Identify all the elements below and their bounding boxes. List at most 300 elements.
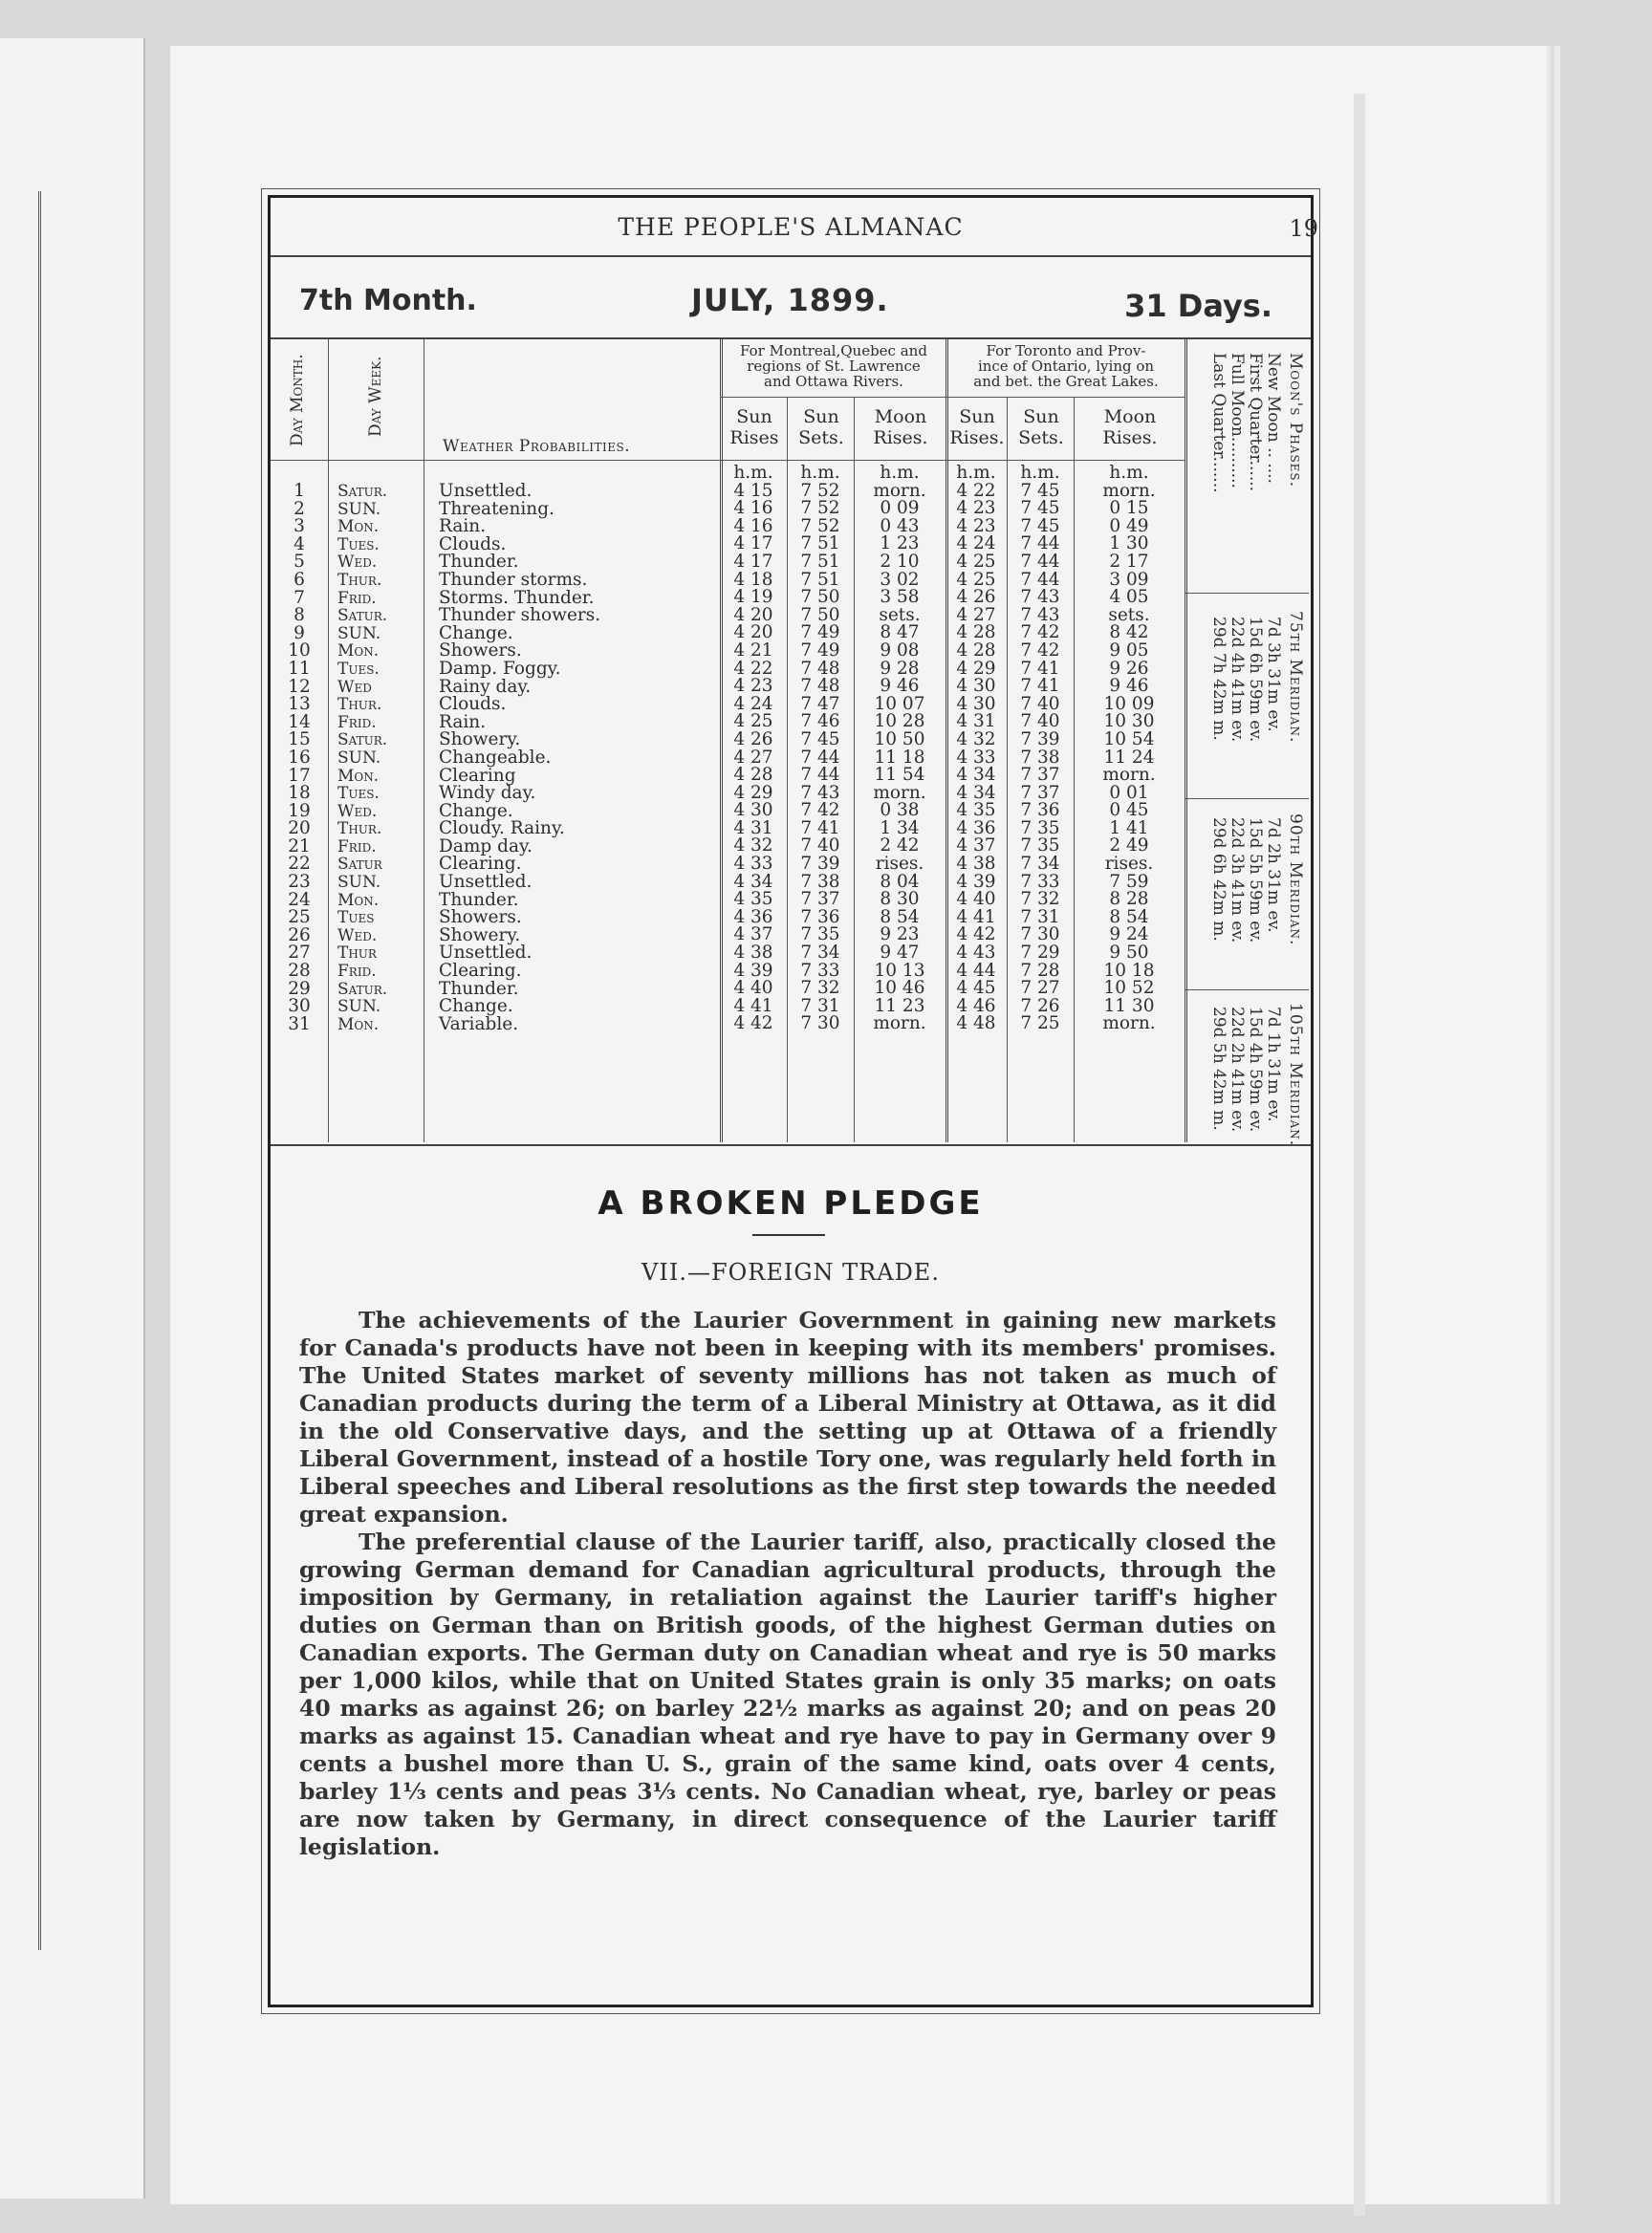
time-cell: 10 13 bbox=[874, 960, 925, 981]
title-rule bbox=[752, 1234, 825, 1236]
weekday-cell: Satur. bbox=[337, 606, 388, 626]
toronto-moon-rises-column bbox=[1074, 465, 1185, 1033]
weather-cell: Change. bbox=[439, 996, 513, 1017]
time-cell: 10 09 bbox=[1103, 693, 1155, 714]
weather-cell: Clearing bbox=[439, 765, 516, 786]
time-cell: 7 44 bbox=[1020, 533, 1060, 554]
meridian-90-title: 90th Meridian. bbox=[1286, 813, 1305, 946]
weekday-cell: SUN. bbox=[337, 873, 381, 893]
time-cell: 7 41 bbox=[800, 817, 840, 838]
weekday-cell: Satur. bbox=[337, 482, 388, 501]
day-cell: 30 bbox=[288, 996, 311, 1017]
meridian-75-times: 7d 3h 31m ev. 15d 6h 59m ev. 22d 4h 41m ev. 29d 7h 42m m. bbox=[1209, 617, 1283, 743]
time-cell: 4 48 bbox=[956, 1013, 996, 1034]
time-cell: 4 41 bbox=[733, 995, 773, 1016]
time-cell: 7 48 bbox=[800, 676, 840, 697]
facing-page-edge bbox=[0, 38, 145, 2199]
time-cell: 4 20 bbox=[733, 622, 773, 643]
page-frame bbox=[268, 195, 1318, 2007]
weekday-cell: Tues. bbox=[337, 659, 380, 679]
time-cell: 7 32 bbox=[800, 978, 840, 999]
time-cell: 4 36 bbox=[956, 817, 996, 838]
time-cell: 7 30 bbox=[800, 1013, 840, 1034]
weekday-cell: Satur bbox=[337, 855, 382, 875]
time-cell: 4 29 bbox=[733, 782, 773, 803]
time-cell: 7 35 bbox=[1020, 817, 1060, 838]
time-cell: 1 23 bbox=[880, 533, 920, 554]
section-title: VII.—FOREIGN TRADE. bbox=[641, 1259, 940, 1286]
days-count: 31 Days. bbox=[1124, 288, 1272, 324]
running-title: THE PEOPLE'S ALMANAC bbox=[618, 213, 964, 241]
weather-cell: Unsettled. bbox=[439, 481, 533, 501]
time-cell: 4 16 bbox=[733, 515, 773, 536]
time-cell: 7 33 bbox=[800, 960, 840, 981]
time-cell: morn. bbox=[1102, 765, 1156, 786]
article bbox=[271, 1144, 1311, 1860]
time-cell: h.m. bbox=[733, 463, 773, 483]
day-cell: 24 bbox=[288, 889, 311, 910]
month-bar bbox=[271, 257, 1311, 339]
weather-cell: Clouds. bbox=[439, 533, 507, 554]
time-cell: 4 39 bbox=[733, 960, 773, 981]
weekday-cell: Satur. bbox=[337, 730, 388, 750]
page-number: 19 bbox=[1289, 215, 1318, 242]
weather-cell: Rain. bbox=[439, 711, 487, 732]
day-month-header: Day Month. bbox=[288, 354, 307, 446]
time-cell: 10 28 bbox=[874, 711, 925, 732]
time-cell: 7 51 bbox=[800, 569, 840, 590]
weather-cell: Clouds. bbox=[439, 694, 507, 715]
time-cell: 7 31 bbox=[1020, 906, 1060, 927]
time-cell: 4 39 bbox=[956, 871, 996, 892]
time-cell: 7 52 bbox=[800, 498, 840, 519]
time-cell: 9 28 bbox=[880, 658, 920, 679]
time-cell: h.m. bbox=[956, 463, 996, 483]
weekday-cell: Wed. bbox=[337, 553, 378, 573]
day-cell: 27 bbox=[288, 943, 311, 964]
day-cell: 1 bbox=[293, 481, 305, 501]
time-cell: 4 28 bbox=[733, 765, 773, 786]
moon-phase-names: New Moon .. .... First Quarter...... Full Moon.......... Last Quarter....... bbox=[1209, 353, 1283, 493]
time-cell: 7 30 bbox=[1020, 924, 1060, 945]
time-cell: 7 52 bbox=[800, 515, 840, 536]
weekday-cell: Wed. bbox=[337, 925, 378, 945]
weekday-cell: Mon. bbox=[337, 1014, 380, 1034]
time-cell: 4 40 bbox=[733, 978, 773, 999]
weekday-cell: Thur. bbox=[337, 819, 382, 839]
weekday-cell: Frid. bbox=[337, 588, 377, 608]
weekday-cell: Thur bbox=[337, 943, 377, 964]
time-cell: 7 49 bbox=[800, 640, 840, 661]
day-of-month-column bbox=[271, 483, 328, 1033]
time-cell: 4 38 bbox=[956, 854, 996, 875]
weather-cell: Showery. bbox=[439, 729, 521, 750]
weather-cell: Variable. bbox=[439, 1013, 519, 1034]
time-cell: 7 38 bbox=[800, 871, 840, 892]
time-cell: 8 28 bbox=[1109, 889, 1149, 910]
time-cell: 7 26 bbox=[1020, 995, 1060, 1016]
time-cell: 7 59 bbox=[1109, 871, 1149, 892]
weekday-cell: SUN. bbox=[337, 748, 381, 768]
time-cell: h.m. bbox=[800, 463, 840, 483]
weekday-cell: Tues bbox=[337, 908, 375, 928]
montreal-sun-rises-header: Sun Rises bbox=[729, 406, 779, 448]
time-cell: 7 46 bbox=[800, 711, 840, 732]
time-cell: 7 43 bbox=[800, 782, 840, 803]
time-cell: 7 37 bbox=[1020, 765, 1060, 786]
time-cell: 3 02 bbox=[880, 569, 920, 590]
weather-column bbox=[439, 483, 600, 1033]
time-cell: 11 30 bbox=[1103, 995, 1155, 1016]
weekday-cell: Frid. bbox=[337, 712, 377, 732]
time-cell: 9 08 bbox=[880, 640, 920, 661]
time-cell: 7 35 bbox=[1020, 835, 1060, 856]
time-cell: 10 50 bbox=[874, 728, 925, 749]
time-cell: 9 05 bbox=[1109, 640, 1149, 661]
time-cell: 7 40 bbox=[1020, 693, 1060, 714]
time-cell: 8 42 bbox=[1109, 622, 1149, 643]
time-cell: 4 31 bbox=[956, 711, 996, 732]
time-cell: 0 01 bbox=[1109, 782, 1149, 803]
time-cell: 7 29 bbox=[1020, 943, 1060, 964]
day-cell: 21 bbox=[288, 835, 311, 856]
time-cell: morn. bbox=[873, 1013, 926, 1034]
time-cell: 4 22 bbox=[733, 658, 773, 679]
day-cell: 8 bbox=[293, 605, 305, 626]
time-cell: 7 47 bbox=[800, 693, 840, 714]
weekday-cell: Tues. bbox=[337, 534, 380, 554]
weekday-cell: SUN. bbox=[337, 499, 381, 519]
month-title: JULY, 1899. bbox=[691, 282, 889, 318]
time-cell: 7 43 bbox=[1020, 604, 1060, 625]
calendar-table bbox=[271, 339, 1311, 1147]
time-cell: 7 43 bbox=[1020, 587, 1060, 608]
weather-cell: Windy day. bbox=[439, 783, 536, 804]
meridian-75-title: 75th Meridian. bbox=[1286, 611, 1305, 744]
weather-cell: Threatening. bbox=[439, 498, 554, 519]
time-cell: 7 44 bbox=[800, 747, 840, 768]
weather-cell: Cloudy. Rainy. bbox=[439, 818, 565, 839]
day-cell: 3 bbox=[293, 516, 305, 537]
time-cell: morn. bbox=[1102, 480, 1156, 501]
day-cell: 4 bbox=[293, 533, 305, 554]
time-cell: 10 18 bbox=[1103, 960, 1155, 981]
time-cell: 0 09 bbox=[880, 498, 920, 519]
weather-cell: Showery. bbox=[439, 924, 521, 945]
time-cell: 4 42 bbox=[956, 924, 996, 945]
time-cell: h.m. bbox=[1020, 463, 1060, 483]
time-cell: 4 17 bbox=[733, 551, 773, 572]
time-cell: 10 52 bbox=[1103, 978, 1155, 999]
day-cell: 14 bbox=[288, 711, 311, 732]
time-cell: 3 58 bbox=[880, 587, 920, 608]
time-cell: 11 54 bbox=[874, 765, 925, 786]
weather-cell: Change. bbox=[439, 800, 513, 821]
time-cell: 7 32 bbox=[1020, 889, 1060, 910]
day-cell: 18 bbox=[288, 783, 311, 804]
moon-phases-title: Moon's Phases. bbox=[1286, 353, 1305, 488]
time-cell: 7 37 bbox=[1020, 782, 1060, 803]
time-cell: 4 27 bbox=[733, 747, 773, 768]
time-cell: 7 45 bbox=[1020, 515, 1060, 536]
weekday-cell: Tues. bbox=[337, 784, 380, 804]
time-cell: 8 54 bbox=[1109, 906, 1149, 927]
time-cell: 4 26 bbox=[733, 728, 773, 749]
time-cell: sets. bbox=[1108, 604, 1150, 625]
day-cell: 19 bbox=[288, 800, 311, 821]
weather-cell: Thunder showers. bbox=[439, 605, 601, 626]
time-cell: 4 23 bbox=[733, 676, 773, 697]
time-cell: 8 30 bbox=[880, 889, 920, 910]
time-cell: 7 34 bbox=[1020, 854, 1060, 875]
time-cell: 7 45 bbox=[1020, 498, 1060, 519]
meridian-90-times: 7d 2h 31m ev. 15d 5h 59m ev. 22d 3h 41m ev. 29d 6h 42m m. bbox=[1209, 817, 1283, 943]
day-cell: 5 bbox=[293, 552, 305, 573]
time-cell: 0 15 bbox=[1109, 498, 1149, 519]
time-cell: 7 42 bbox=[800, 800, 840, 821]
moon-phases-panel bbox=[1188, 339, 1309, 1147]
time-cell: 0 45 bbox=[1109, 800, 1149, 821]
time-cell: 7 44 bbox=[1020, 569, 1060, 590]
day-cell: 2 bbox=[293, 498, 305, 519]
day-cell: 11 bbox=[288, 658, 311, 679]
weather-header: Weather Probabilities. bbox=[443, 437, 631, 456]
time-cell: 4 41 bbox=[956, 906, 996, 927]
day-cell: 7 bbox=[293, 587, 305, 608]
montreal-group-header: For Montreal,Quebec and regions of St. Lawrence and Ottawa Rivers. bbox=[740, 342, 927, 390]
day-cell: 15 bbox=[288, 729, 311, 750]
day-cell: 28 bbox=[288, 961, 311, 982]
time-cell: 1 30 bbox=[1109, 533, 1149, 554]
time-cell: 4 22 bbox=[956, 480, 996, 501]
weather-cell: Storms. Thunder. bbox=[439, 587, 595, 608]
time-cell: h.m. bbox=[1109, 463, 1149, 483]
time-cell: 7 52 bbox=[800, 480, 840, 501]
time-cell: morn. bbox=[873, 480, 926, 501]
time-cell: 4 28 bbox=[956, 640, 996, 661]
weekday-cell: Thur. bbox=[337, 570, 382, 590]
time-cell: 10 54 bbox=[1103, 728, 1155, 749]
time-cell: 7 31 bbox=[800, 995, 840, 1016]
time-cell: 7 38 bbox=[1020, 747, 1060, 768]
month-ordinal: 7th Month. bbox=[299, 284, 477, 317]
time-cell: 7 50 bbox=[800, 604, 840, 625]
time-cell: 4 31 bbox=[733, 817, 773, 838]
time-cell: 7 41 bbox=[1020, 676, 1060, 697]
toronto-sun-sets-column bbox=[1007, 465, 1074, 1033]
time-cell: 4 15 bbox=[733, 480, 773, 501]
time-cell: 7 28 bbox=[1020, 960, 1060, 981]
article-title: A BROKEN PLEDGE bbox=[598, 1184, 984, 1223]
paragraph: The achievements of the Laurier Government in gaining new markets for Canada's products have not been in keeping with its members' promises. The United States market of seventy millions has not taken as much of Canadian products during the term of a Liberal Ministry at Ottawa, as it did in the old Conservative days, and the setting up at Ottawa of a friendly Liberal Government, instead of a hostile Tory one, was regularly held forth in Liberal speeches and Liberal resolutions as the first step towards the needed great expansion. bbox=[299, 1307, 1276, 1528]
weekday-cell: Mon. bbox=[337, 641, 380, 661]
time-cell: 1 41 bbox=[1109, 817, 1149, 838]
weather-cell: Changeable. bbox=[439, 747, 552, 768]
running-header bbox=[271, 198, 1318, 257]
montreal-sun-rises-column bbox=[720, 465, 787, 1033]
day-cell: 29 bbox=[288, 978, 311, 999]
time-cell: 4 42 bbox=[733, 1013, 773, 1034]
time-cell: 11 23 bbox=[874, 995, 925, 1016]
time-cell: 4 34 bbox=[956, 765, 996, 786]
weather-cell: Thunder. bbox=[439, 889, 519, 910]
time-cell: 4 30 bbox=[956, 676, 996, 697]
day-cell: 12 bbox=[288, 676, 311, 697]
day-of-week-column bbox=[337, 483, 387, 1033]
time-cell: 8 47 bbox=[880, 622, 920, 643]
time-cell: 4 40 bbox=[956, 889, 996, 910]
time-cell: 4 30 bbox=[733, 800, 773, 821]
time-cell: 7 35 bbox=[800, 924, 840, 945]
weekday-cell: SUN. bbox=[337, 997, 381, 1017]
weather-cell: Rain. bbox=[439, 516, 487, 537]
time-cell: 0 49 bbox=[1109, 515, 1149, 536]
time-cell: 4 33 bbox=[956, 747, 996, 768]
meridian-105-title: 105th Meridian. bbox=[1286, 1003, 1305, 1147]
montreal-moon-rises-column bbox=[854, 465, 946, 1033]
paragraph: The preferential clause of the Laurier tariff, also, practically closed the growing German demand for Canadian agricultural products, through the imposition by Germany, in retaliation against the Laurier tariff's higher duties on German than on British goods, of the highest German duties on Canadian exports. The German duty on Canadian wheat and rye is 50 marks per 1,000 kilos, while that on United States grain is only 35 marks; on oats 40 marks as against 26; on barley 22½ marks as against 20; and on peas 20 marks as against 15. Canadian wheat and rye have to pay in Germany over 9 cents a bushel more than U. S., grain of the same kind, oats over 4 cents, barley 1⅓ cents and peas 3⅓ cents. No Canadian wheat, rye, barley or peas are now taken by Germany, in direct consequence of the Laurier tariff legislation. bbox=[299, 1528, 1276, 1860]
day-cell: 22 bbox=[288, 854, 311, 875]
time-cell: 7 50 bbox=[800, 587, 840, 608]
weekday-cell: Mon. bbox=[337, 517, 380, 537]
meridian-105-times: 7d 1h 31m ev. 15d 4h 59m ev. 22d 2h 41m ev. 29d 5h 42m m. bbox=[1209, 1007, 1283, 1133]
time-cell: 4 45 bbox=[956, 978, 996, 999]
time-cell: 2 10 bbox=[880, 551, 920, 572]
time-cell: 4 05 bbox=[1109, 587, 1149, 608]
montreal-moon-rises-header: Moon Rises. bbox=[873, 406, 928, 448]
weekday-cell: Mon. bbox=[337, 890, 380, 910]
time-cell: 11 24 bbox=[1103, 747, 1155, 768]
time-cell: 7 45 bbox=[800, 728, 840, 749]
time-cell: 4 44 bbox=[956, 960, 996, 981]
time-cell: 4 34 bbox=[733, 871, 773, 892]
time-cell: 7 39 bbox=[800, 854, 840, 875]
time-cell: 4 24 bbox=[956, 533, 996, 554]
time-cell: 7 34 bbox=[800, 943, 840, 964]
time-cell: 7 44 bbox=[1020, 551, 1060, 572]
time-cell: 9 46 bbox=[1109, 676, 1149, 697]
page-edge bbox=[1354, 94, 1365, 2216]
time-cell: 4 32 bbox=[733, 835, 773, 856]
time-cell: 7 49 bbox=[800, 622, 840, 643]
weekday-cell: Wed. bbox=[337, 801, 378, 821]
time-cell: rises. bbox=[1104, 854, 1154, 875]
time-cell: 4 16 bbox=[733, 498, 773, 519]
weather-cell: Thunder. bbox=[439, 978, 519, 999]
time-cell: 9 47 bbox=[880, 943, 920, 964]
time-cell: 7 39 bbox=[1020, 728, 1060, 749]
time-cell: 7 44 bbox=[800, 765, 840, 786]
toronto-moon-rises-header: Moon Rises. bbox=[1102, 406, 1158, 448]
time-cell: 7 41 bbox=[1020, 658, 1060, 679]
time-cell: 4 46 bbox=[956, 995, 996, 1016]
time-cell: 10 07 bbox=[874, 693, 925, 714]
day-cell: 16 bbox=[288, 747, 311, 768]
time-cell: 10 30 bbox=[1103, 711, 1155, 732]
day-cell: 10 bbox=[288, 640, 311, 661]
time-cell: 4 17 bbox=[733, 533, 773, 554]
time-cell: 4 26 bbox=[956, 587, 996, 608]
time-cell: 7 40 bbox=[800, 835, 840, 856]
time-cell: 2 42 bbox=[880, 835, 920, 856]
time-cell: 4 28 bbox=[956, 622, 996, 643]
time-cell: 4 30 bbox=[956, 693, 996, 714]
weather-cell: Thunder. bbox=[439, 552, 519, 573]
weather-cell: Damp day. bbox=[439, 835, 533, 856]
time-cell: 9 24 bbox=[1109, 924, 1149, 945]
time-cell: 7 42 bbox=[1020, 622, 1060, 643]
montreal-sun-sets-header: Sun Sets. bbox=[798, 406, 844, 448]
day-week-header: Day Week. bbox=[366, 356, 385, 437]
time-cell: 9 23 bbox=[880, 924, 920, 945]
time-cell: 9 26 bbox=[1109, 658, 1149, 679]
time-cell: 10 46 bbox=[874, 978, 925, 999]
weather-cell: Clearing. bbox=[439, 961, 522, 982]
time-cell: 4 25 bbox=[733, 711, 773, 732]
weekday-cell: SUN. bbox=[337, 623, 381, 643]
weather-cell: Unsettled. bbox=[439, 872, 533, 893]
weather-cell: Unsettled. bbox=[439, 943, 533, 964]
weather-cell: Showers. bbox=[439, 907, 522, 928]
day-cell: 9 bbox=[293, 622, 305, 643]
day-cell: 6 bbox=[293, 569, 305, 590]
time-cell: morn. bbox=[1102, 1013, 1156, 1034]
time-cell: 8 54 bbox=[880, 906, 920, 927]
almanac-page bbox=[170, 46, 1547, 2204]
time-cell: 2 17 bbox=[1109, 551, 1149, 572]
weather-cell: Showers. bbox=[439, 640, 522, 661]
time-cell: 4 34 bbox=[956, 782, 996, 803]
weather-cell: Change. bbox=[439, 622, 513, 643]
toronto-group-header: For Toronto and Prov- ince of Ontario, lying on and bet. the Great Lakes. bbox=[973, 342, 1159, 390]
time-cell: 8 04 bbox=[880, 871, 920, 892]
toronto-sun-rises-column bbox=[946, 465, 1007, 1033]
time-cell: 7 37 bbox=[800, 889, 840, 910]
time-cell: 7 27 bbox=[1020, 978, 1060, 999]
time-cell: 4 23 bbox=[956, 498, 996, 519]
time-cell: 7 36 bbox=[1020, 800, 1060, 821]
time-cell: 4 37 bbox=[733, 924, 773, 945]
day-cell: 13 bbox=[288, 694, 311, 715]
time-cell: 4 21 bbox=[733, 640, 773, 661]
time-cell: 7 51 bbox=[800, 533, 840, 554]
time-cell: 4 36 bbox=[733, 906, 773, 927]
time-cell: 4 19 bbox=[733, 587, 773, 608]
day-cell: 20 bbox=[288, 818, 311, 839]
article-body bbox=[299, 1307, 1276, 1861]
day-cell: 25 bbox=[288, 907, 311, 928]
time-cell: 11 18 bbox=[874, 747, 925, 768]
time-cell: 4 24 bbox=[733, 693, 773, 714]
time-cell: 7 40 bbox=[1020, 711, 1060, 732]
toronto-sun-sets-header: Sun Sets. bbox=[1018, 406, 1064, 448]
day-cell: 23 bbox=[288, 872, 311, 893]
time-cell: 4 35 bbox=[733, 889, 773, 910]
time-cell: 7 42 bbox=[1020, 640, 1060, 661]
time-cell: 4 33 bbox=[733, 854, 773, 875]
time-cell: 4 32 bbox=[956, 728, 996, 749]
weather-cell: Thunder storms. bbox=[439, 569, 588, 590]
time-cell: 4 29 bbox=[956, 658, 996, 679]
time-cell: 4 43 bbox=[956, 943, 996, 964]
time-cell: 0 38 bbox=[880, 800, 920, 821]
time-cell: 0 43 bbox=[880, 515, 920, 536]
time-cell: 3 09 bbox=[1109, 569, 1149, 590]
weather-cell: Clearing. bbox=[439, 854, 522, 875]
time-cell: 1 34 bbox=[880, 817, 920, 838]
time-cell: 4 37 bbox=[956, 835, 996, 856]
time-cell: morn. bbox=[873, 782, 926, 803]
